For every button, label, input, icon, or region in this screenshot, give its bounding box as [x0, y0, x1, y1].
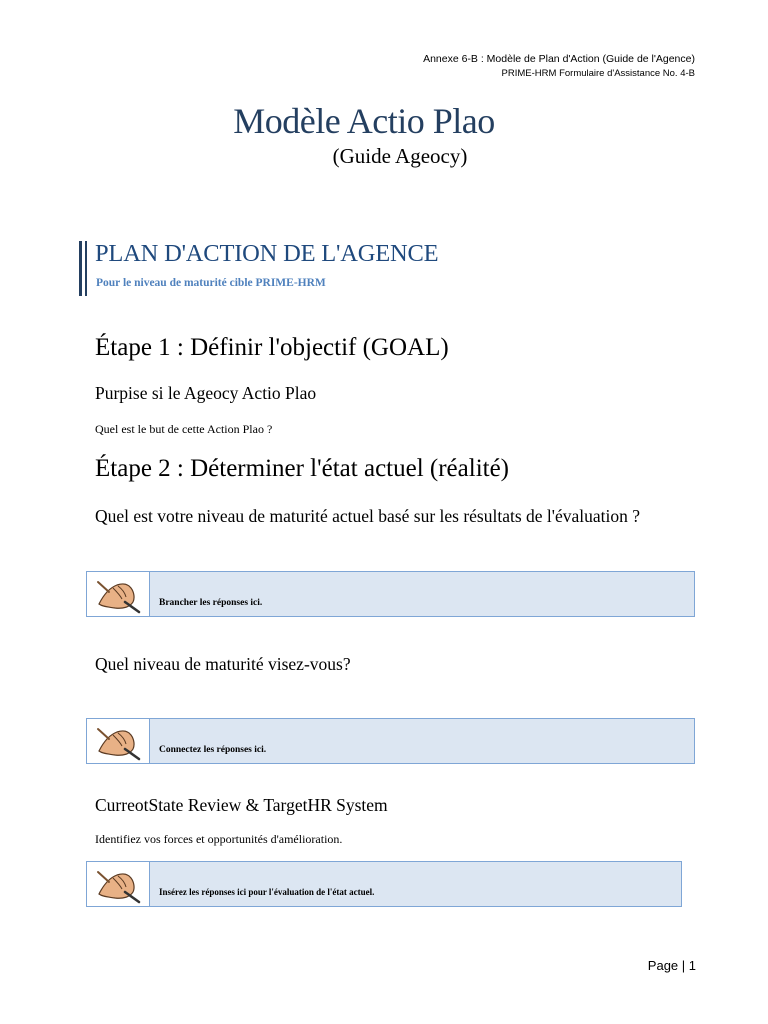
writing-hand-icon: [95, 574, 141, 614]
step2-heading: Étape 2 : Déterminer l'état actuel (réalité): [95, 455, 510, 482]
page-number: Page | 1: [647, 958, 696, 973]
header-annex-line: Annexe 6-B : Modèle de Plan d'Action (Guide de l'Agence): [423, 53, 695, 65]
document-title: Modèle Actio Plao: [233, 101, 495, 141]
document-subtitle: (Guide Ageocy): [332, 144, 468, 168]
section-accent-bar-thin: [85, 241, 87, 296]
answer-box-current-state[interactable]: [86, 861, 682, 907]
purpose-question: Quel est le but de cette Action Plao ?: [95, 422, 273, 436]
answer-placeholder-text: Insérez les réponses ici pour l'évaluation de l'état actuel.: [159, 887, 375, 897]
section-title: PLAN D'ACTION DE L'AGENCE: [95, 240, 439, 267]
section-accent-bar: [79, 241, 82, 296]
purpose-heading: Purpise si le Ageocy Actio Plao: [95, 383, 317, 403]
current-maturity-question: Quel est votre niveau de maturité actuel basé sur les résultats de l'évaluation ?: [95, 506, 640, 526]
identify-instruction: Identifiez vos forces et opportunités d'amélioration.: [95, 832, 343, 846]
section-subtitle: Pour le niveau de maturité cible PRIME-HRM: [96, 277, 326, 289]
answer-box-target-level[interactable]: [86, 718, 695, 764]
answer-placeholder-text: Brancher les réponses ici.: [159, 598, 263, 608]
answer-icon-cell: [87, 862, 150, 906]
header-form-line: PRIME-HRM Formulaire d'Assistance No. 4-B: [501, 68, 695, 79]
writing-hand-icon: [95, 864, 141, 904]
review-heading: CurreotState Review & TargetHR System: [95, 795, 388, 815]
answer-placeholder-text: Connectez les réponses ici.: [159, 745, 267, 755]
answer-icon-cell: [87, 572, 150, 616]
target-maturity-question: Quel niveau de maturité visez-vous?: [95, 654, 351, 674]
answer-box-current-level[interactable]: [86, 571, 695, 617]
step1-heading: Étape 1 : Définir l'objectif (GOAL): [95, 334, 449, 361]
answer-icon-cell: [87, 719, 150, 763]
writing-hand-icon: [95, 721, 141, 761]
